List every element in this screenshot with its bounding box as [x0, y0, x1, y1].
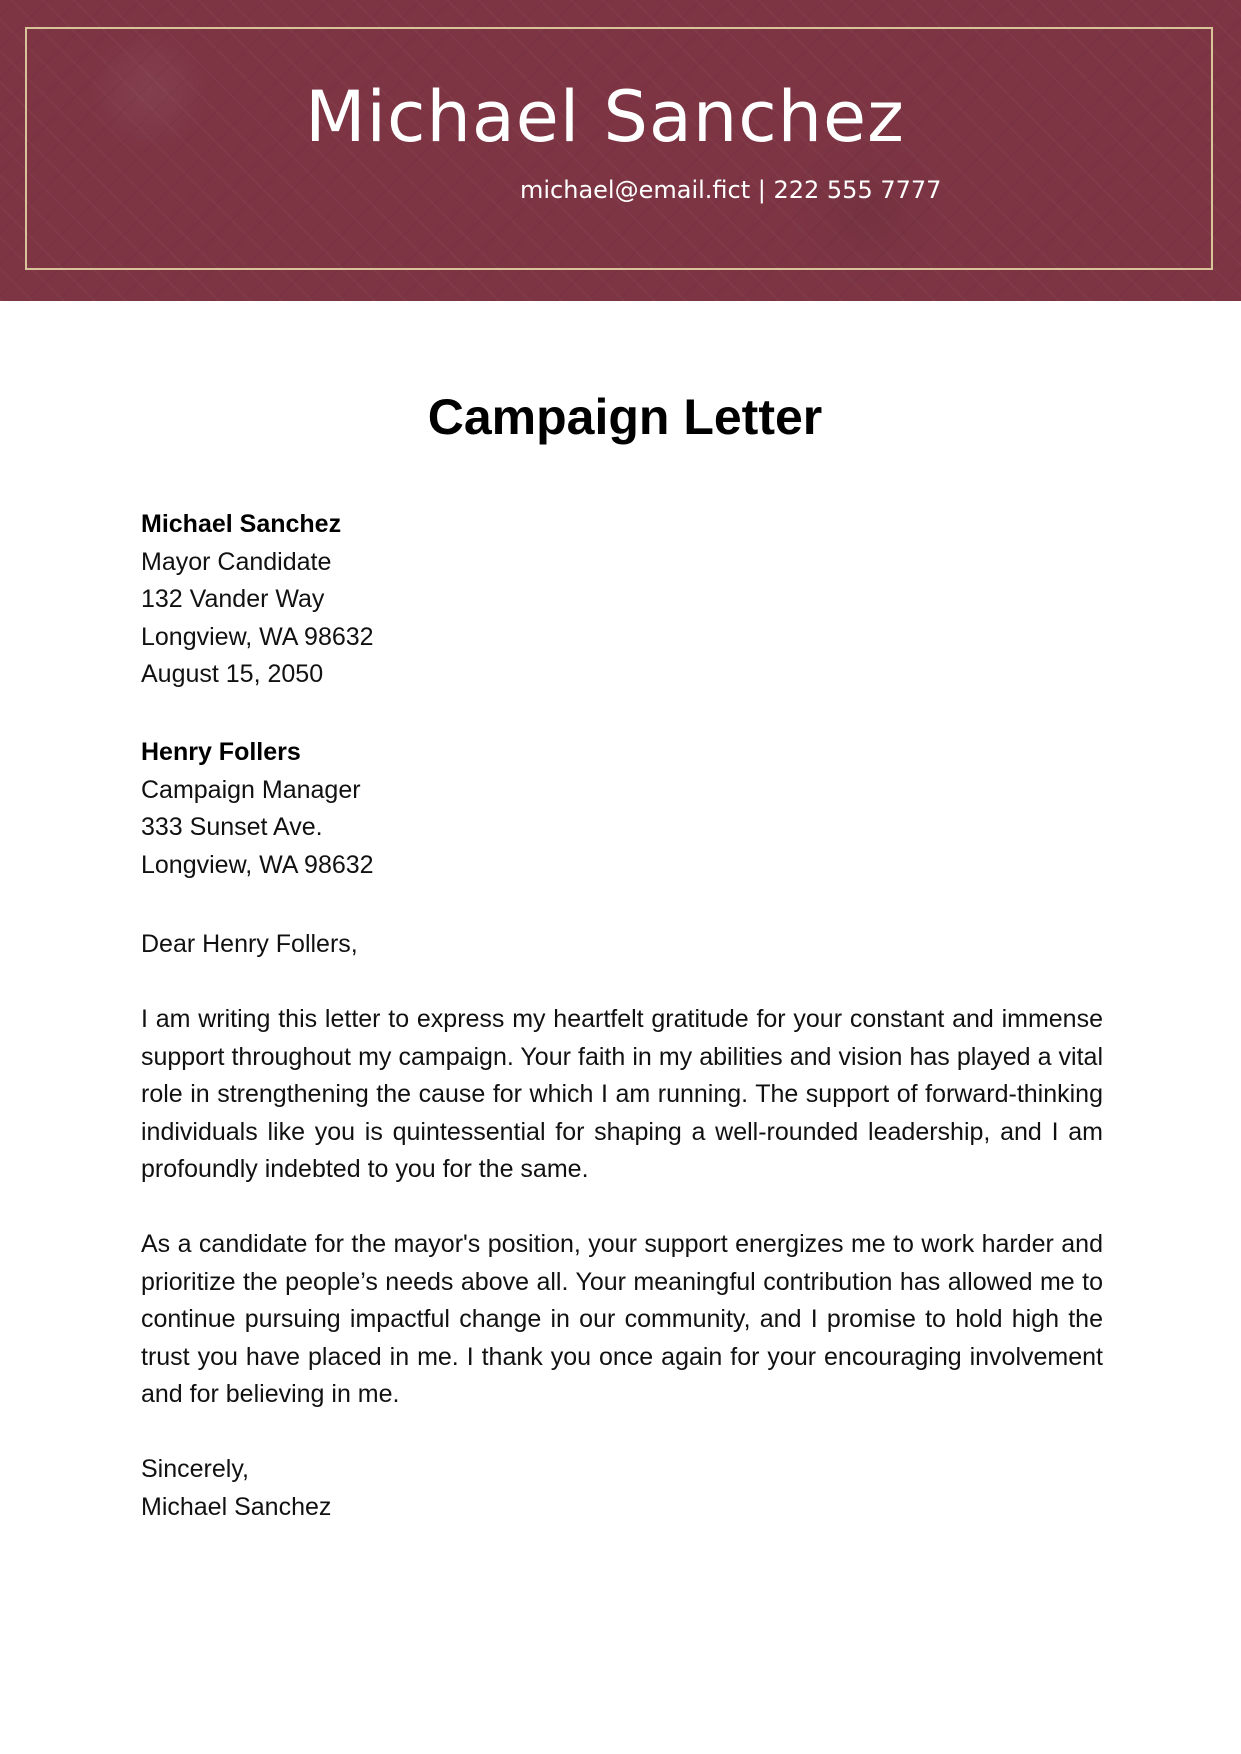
document-title: Campaign Letter — [427, 389, 823, 445]
closing-block — [141, 1451, 1103, 1526]
body-paragraph-1 — [141, 1001, 1103, 1189]
sender-role: Mayor Candidate — [141, 547, 332, 576]
letter-date: August 15, 2050 — [141, 660, 324, 688]
paragraph-text: I am writing this letter to express my heartfelt gratitude for your constant and immense support throughout my campaign. Your faith in my abilities and vision has played a vital role in strengthening the cause for which I am running. The support of forward-thinking individuals like you is quintessential for shaping a well-rounded leadership, and I am profoundly indebted to you for the same. — [141, 1005, 1103, 1183]
recipient-block — [141, 734, 1103, 884]
letterhead-banner — [0, 0, 1241, 301]
letterhead-name: Michael Sanchez — [305, 76, 905, 158]
greeting-block — [141, 926, 1103, 964]
signature: Michael Sanchez — [141, 1492, 332, 1521]
letterhead-contact: michael@email.fict | 222 555 7777 — [520, 176, 942, 204]
sender-block — [141, 506, 1103, 694]
body-paragraph-2 — [141, 1226, 1103, 1414]
recipient-name: Henry Follers — [141, 738, 301, 766]
sender-city: Longview, WA 98632 — [141, 622, 374, 651]
recipient-address: 333 Sunset Ave. — [141, 813, 323, 841]
greeting: Dear Henry Follers, — [141, 930, 358, 958]
paragraph-text: As a candidate for the mayor's position, your support energizes me to work harder and prioritize the people’s needs above all. Your meaningful contribution has allowed me to continue pursuing impactful change in our community, and I promise to hold high the trust you have placed in me. I thank you once again for your encouraging involvement and for believing in me. — [141, 1230, 1103, 1408]
recipient-city: Longview, WA 98632 — [141, 850, 374, 879]
sender-address: 132 Vander Way — [141, 585, 325, 613]
sender-name: Michael Sanchez — [141, 510, 342, 538]
closing: Sincerely, — [141, 1455, 249, 1483]
recipient-role: Campaign Manager — [141, 775, 361, 804]
